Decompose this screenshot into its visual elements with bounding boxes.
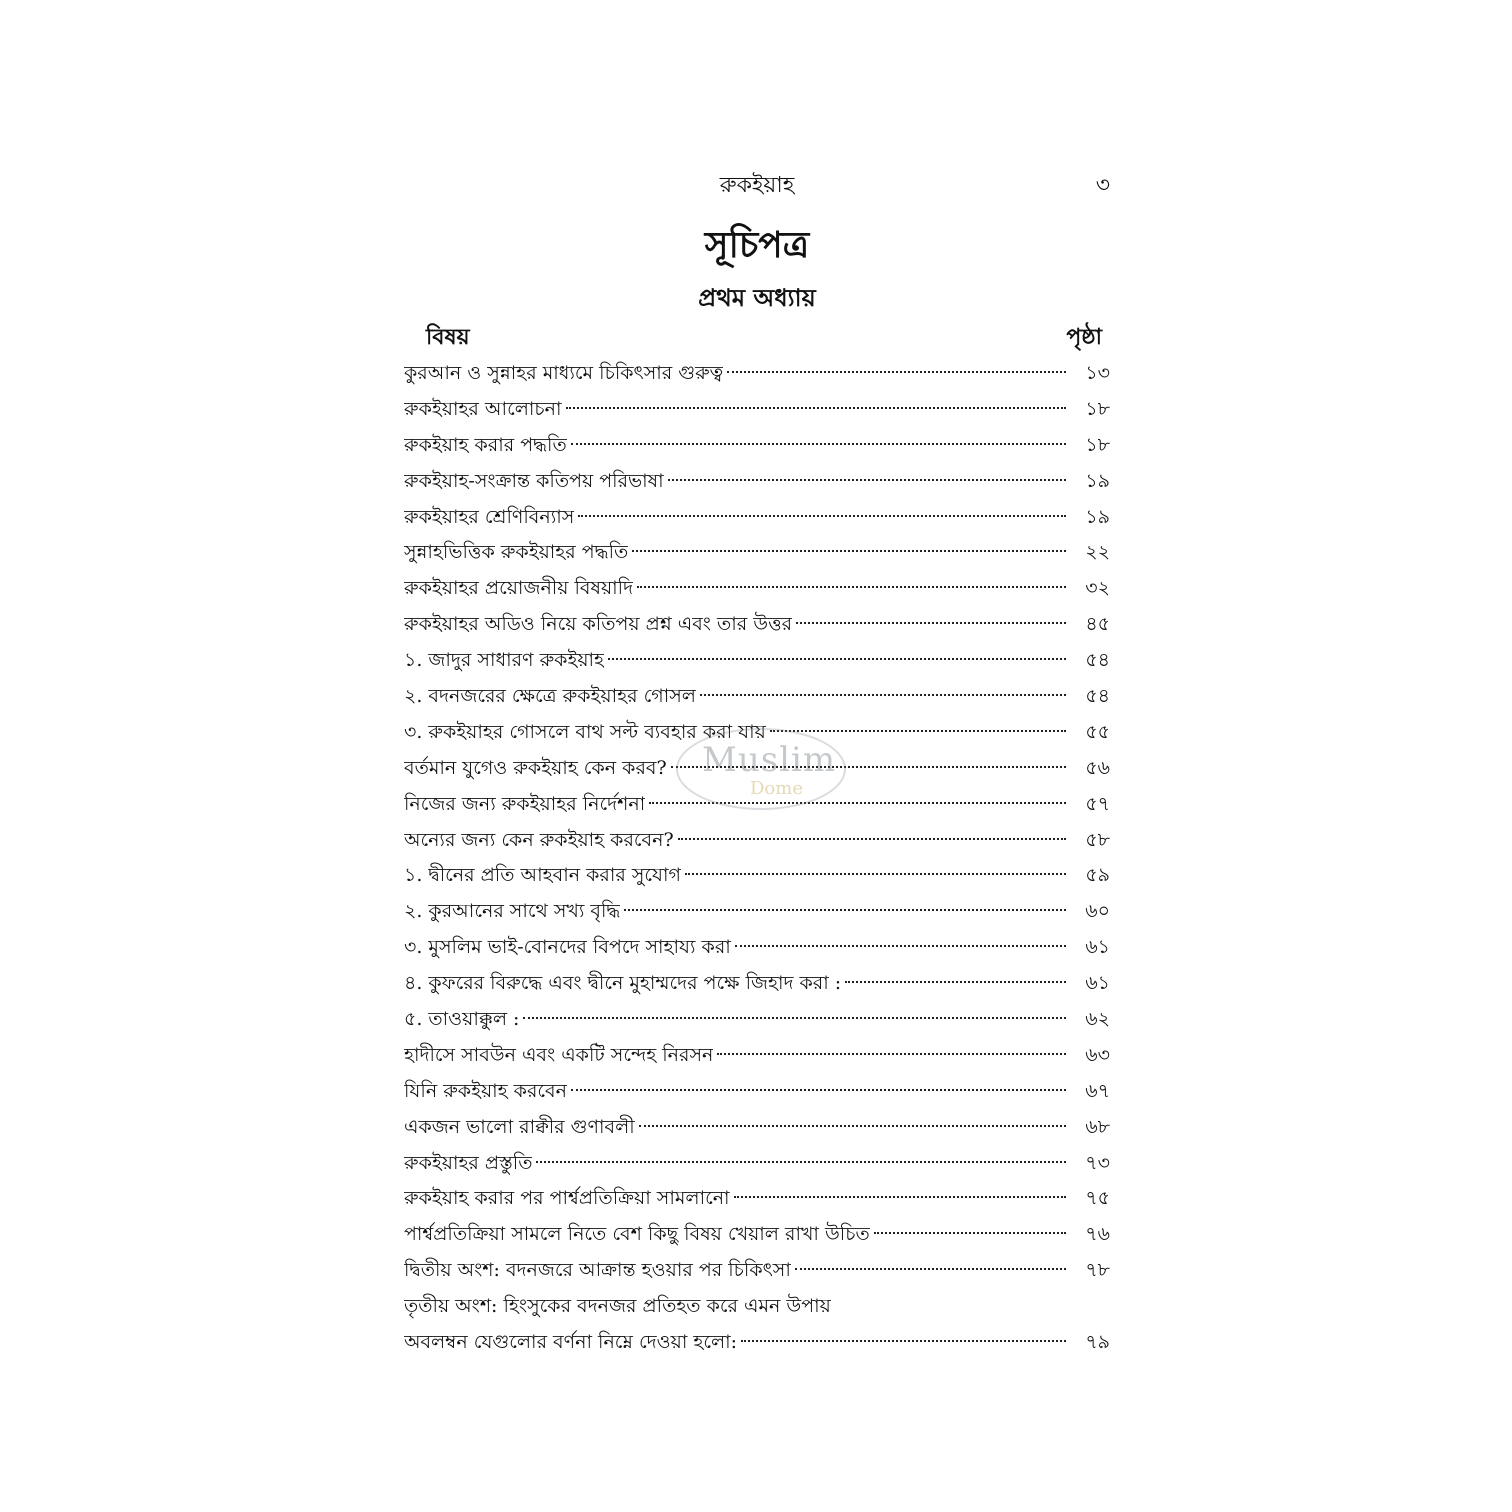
toc-entry xyxy=(404,1074,1110,1110)
toc-entry-page: ৬১ xyxy=(1085,936,1110,959)
toc-entry-topic: যিনি রুকইয়াহ করবেন xyxy=(404,1079,567,1102)
topic-column-header: বিষয় xyxy=(426,324,470,350)
toc-entry-page: ১৩ xyxy=(1085,362,1110,384)
toc-entry xyxy=(404,535,1110,571)
toc-entry-topic: হাদীসে সাবউন এবং একটি সন্দেহ নিরসন xyxy=(404,1043,714,1066)
toc-entry-page: ৭৬ xyxy=(1085,1223,1110,1246)
toc-entry-topic: দ্বিতীয় অংশ: বদনজরে আক্রান্ত হওয়ার পর চিকিৎসা xyxy=(404,1259,791,1282)
dot-leader xyxy=(536,1161,1066,1163)
toc-entry xyxy=(404,1038,1110,1074)
toc-entry-topic: ৫. তাওয়াক্কুল : xyxy=(404,1008,520,1031)
dot-leader xyxy=(571,443,1066,445)
dot-leader xyxy=(741,1340,1066,1342)
dot-leader xyxy=(678,838,1066,840)
toc-entry xyxy=(404,1181,1110,1217)
dot-leader xyxy=(770,730,1066,732)
toc-entry-topic: ৩. রুকইয়াহর গোসলে বাথ সল্ট ব্যবহার করা যায় xyxy=(404,720,766,743)
toc-entry xyxy=(404,643,1110,679)
dot-leader xyxy=(571,1089,1066,1091)
toc-entry xyxy=(404,1217,1110,1253)
toc-entry xyxy=(404,1146,1110,1182)
toc-entry xyxy=(404,823,1110,859)
toc-entry-page: ৬৭ xyxy=(1085,1079,1110,1102)
toc-entry-page: ৫৬ xyxy=(1085,756,1110,779)
toc-entry-page: ৬১ xyxy=(1085,972,1110,995)
toc-title: সূচিপত্র xyxy=(704,224,810,266)
dot-leader xyxy=(632,550,1066,552)
toc-entry-page: ২২ xyxy=(1085,541,1110,564)
toc-entry-topic: নিজের জন্য রুকইয়াহর নির্দেশনা xyxy=(404,792,646,815)
toc-entry-topic: রুকইয়াহ করার পদ্ধতি xyxy=(404,433,567,456)
toc-entry-page: ৫৭ xyxy=(1085,792,1110,815)
dot-leader xyxy=(578,515,1066,517)
toc-entry xyxy=(404,1289,1110,1325)
toc-entry-topic: তৃতীয় অংশ: হিংসুকের বদনজর প্রতিহত করে এমন উপায় xyxy=(404,1295,831,1318)
dot-leader xyxy=(566,407,1067,409)
toc-entry-page: ৭৫ xyxy=(1085,1187,1110,1210)
dot-leader xyxy=(523,1017,1066,1019)
dot-leader xyxy=(637,586,1066,588)
toc-entry-topic: ৪. কুফরের বিরুদ্ধে এবং দ্বীনে মুহাম্মদের পক্ষে জিহাদ করা : xyxy=(404,972,842,995)
toc-entry-topic: রুকইয়াহর অডিও নিয়ে কতিপয় প্রশ্ন এবং তার উত্তর xyxy=(404,613,793,636)
toc-entry xyxy=(404,751,1110,787)
toc-entry-page: ৬০ xyxy=(1085,900,1110,923)
toc-entry-topic: রুকইয়াহ-সংক্রান্ত কতিপয় পরিভাষা xyxy=(404,469,664,492)
toc-entry-topic: রুকইয়াহর শ্রেণিবিন্যাস xyxy=(404,505,575,528)
dot-leader xyxy=(735,945,1066,947)
toc-entry xyxy=(404,1325,1110,1361)
watermark-subtext: Dome xyxy=(750,778,803,799)
dot-leader xyxy=(639,1125,1066,1127)
toc-entry xyxy=(404,500,1110,536)
dot-leader xyxy=(874,1232,1066,1234)
toc-entry-topic: পার্শ্বপ্রতিক্রিয়া সামলে নিতে বেশ কিছু বিষয় খেয়াল রাখা উচিত xyxy=(404,1223,870,1246)
toc-entry-topic: বর্তমান যুগেও রুকইয়াহ কেন করব? xyxy=(404,756,667,779)
toc-entry-topic: অন্যের জন্য কেন রুকইয়াহ করবেন? xyxy=(404,828,674,851)
toc-entry-topic: ২. বদনজরের ক্ষেত্রে রুকইয়াহর গোসল xyxy=(404,685,696,708)
dot-leader xyxy=(727,371,1066,373)
toc-entry-page: ১৮ xyxy=(1085,397,1110,420)
toc-entry-topic: রুকইয়াহ করার পর পার্শ্বপ্রতিক্রিয়া সামলানো xyxy=(404,1187,730,1210)
dot-leader xyxy=(796,622,1066,624)
toc-entry xyxy=(404,715,1110,751)
toc-entry xyxy=(404,858,1110,894)
toc-entry-page: ৪৫ xyxy=(1085,613,1110,636)
toc-entry-topic: রুকইয়াহর প্রস্তুতি xyxy=(404,1151,533,1174)
toc-entry-topic: ২. কুরআনের সাথে সখ্য বৃদ্ধি xyxy=(404,900,621,923)
dot-leader xyxy=(671,766,1066,768)
dot-leader xyxy=(717,1053,1066,1055)
dot-leader xyxy=(845,981,1066,983)
running-head xyxy=(404,164,1110,200)
toc-entry-topic: ১. দ্বীনের প্রতি আহবান করার সুযোগ xyxy=(404,864,681,887)
toc-entry-page: ৫৪ xyxy=(1085,649,1110,672)
watermark-text: Muslim xyxy=(702,740,837,780)
toc-entry-topic: রুকইয়াহর প্রয়োজনীয় বিষয়াদি xyxy=(404,577,634,600)
toc-list xyxy=(404,356,1110,1361)
toc-entry xyxy=(404,1002,1110,1038)
dot-leader xyxy=(685,873,1066,875)
toc-entry xyxy=(404,1110,1110,1146)
dot-leader xyxy=(649,802,1066,804)
running-head-page-number: ৩ xyxy=(1095,173,1110,198)
toc-entry-page: ৫৫ xyxy=(1085,720,1110,743)
toc-entry-topic: ৩. মুসলিম ভাই-বোনদের বিপদে সাহায্য করা xyxy=(404,936,731,959)
page-column-header: পৃষ্ঠা xyxy=(1066,324,1102,350)
toc-entry-page: ৭৯ xyxy=(1085,1331,1110,1354)
dot-leader xyxy=(795,1268,1066,1270)
dot-leader xyxy=(624,909,1066,911)
toc-entry-page: ৬৮ xyxy=(1085,1115,1110,1138)
toc-entry xyxy=(404,894,1110,930)
toc-entry xyxy=(404,571,1110,607)
toc-entry-page: ৫৮ xyxy=(1085,828,1110,851)
toc-entry xyxy=(404,966,1110,1002)
toc-entry-page: ৫৯ xyxy=(1085,864,1110,887)
toc-entry-topic: ১. জাদুর সাধারণ রুকইয়াহ xyxy=(404,649,605,672)
chapter-title: প্রথম অধ্যায় xyxy=(698,283,816,312)
dot-leader xyxy=(700,694,1066,696)
toc-entry-page: ১৯ xyxy=(1085,469,1110,492)
toc-entry-topic: কুরআন ও সুন্নাহর মাধ্যমে চিকিৎসার গুরুত্ব xyxy=(404,362,724,384)
toc-entry-page: ৫৪ xyxy=(1085,685,1110,708)
toc-entry xyxy=(404,607,1110,643)
toc-entry-page: ৭৩ xyxy=(1085,1151,1110,1174)
toc-entry-page: ১৯ xyxy=(1085,505,1110,528)
toc-column-headers xyxy=(404,318,1110,350)
toc-entry-topic: সুন্নাহভিত্তিক রুকইয়াহর পদ্ধতি xyxy=(404,541,629,564)
toc-entry xyxy=(404,356,1110,392)
toc-entry xyxy=(404,679,1110,715)
toc-entry-page: ৬২ xyxy=(1085,1008,1110,1031)
toc-entry xyxy=(404,1253,1110,1289)
toc-entry-page: ৬৩ xyxy=(1085,1043,1110,1066)
toc-entry xyxy=(404,930,1110,966)
toc-entry-page: ৭৮ xyxy=(1085,1259,1110,1282)
toc-entry xyxy=(404,428,1110,464)
toc-entry xyxy=(404,787,1110,823)
dot-leader xyxy=(734,1196,1066,1198)
toc-entry-topic: অবলম্বন যেগুলোর বর্ণনা নিম্নে দেওয়া হলো: xyxy=(404,1331,738,1354)
toc-entry xyxy=(404,464,1110,500)
dot-leader xyxy=(608,658,1066,660)
toc-entry xyxy=(404,392,1110,428)
toc-entry-page: ১৮ xyxy=(1085,433,1110,456)
toc-entry-page: ৩২ xyxy=(1085,577,1110,600)
running-head-title: রুকইয়াহ xyxy=(719,173,795,198)
toc-entry-topic: একজন ভালো রাক্বীর গুণাবলী xyxy=(404,1115,635,1138)
dot-leader xyxy=(668,479,1066,481)
toc-entry-topic: রুকইয়াহর আলোচনা xyxy=(404,397,562,420)
